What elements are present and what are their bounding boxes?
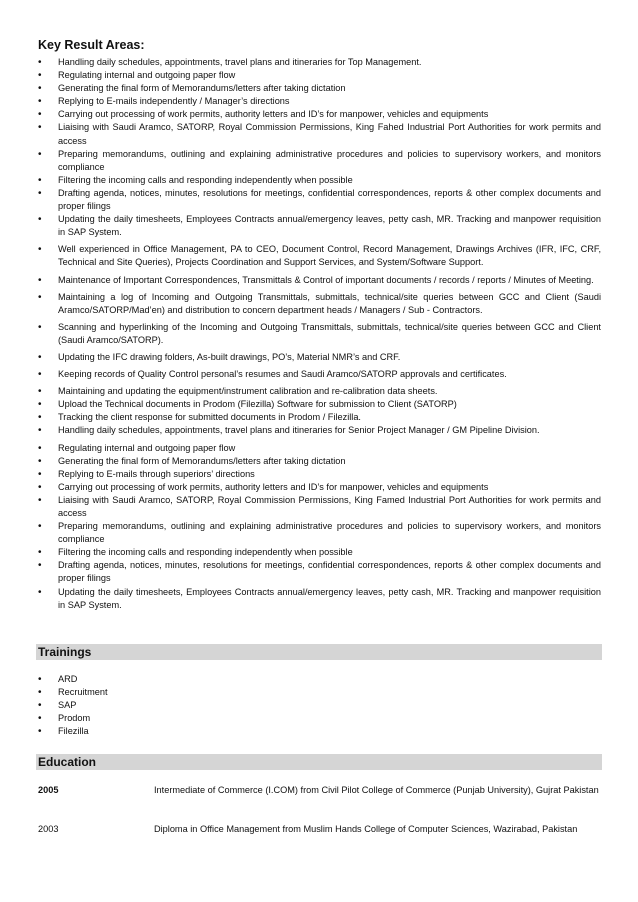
list-item: • Handling daily schedules, appointments, travel plans and itineraries for Senior Project Manager / GM Pipeline Division. — [38, 424, 601, 437]
education-heading: Education — [36, 754, 602, 770]
list-item: • Carrying out processing of work permits, authority letters and ID’s for manpower, vehicles and equipments — [38, 481, 601, 494]
list-item: • Recruitment — [38, 686, 601, 699]
education-year: 2003 — [38, 824, 59, 834]
list-item: • Filtering the incoming calls and responding independently when possible — [38, 546, 601, 559]
list-item: • Filtering the incoming calls and responding independently when possible — [38, 174, 601, 187]
list-item: • Regulating internal and outgoing paper flow — [38, 442, 601, 455]
list-item: • Replying to E-mails through superiors’ directions — [38, 468, 601, 481]
list-item: • Filezilla — [38, 725, 601, 738]
list-item: • Drafting agenda, notices, minutes, resolutions for meetings, confidential correspondences, reports & other complex documents and proper filings — [38, 559, 601, 585]
list-item: • Drafting agenda, notices, minutes, resolutions for meetings, confidential correspondences, reports & other complex documents and proper filings — [38, 187, 601, 213]
key-result-areas-heading: Key Result Areas: — [38, 38, 145, 52]
list-item: • Preparing memorandums, outlining and explaining administrative procedures and policies to supervisory workers, and monitors compliance — [38, 520, 601, 546]
list-item: • Upload the Technical documents in Prodom (Filezilla) Software for submission to Client (SATORP) — [38, 398, 601, 411]
list-item: • Handling daily schedules, appointments, travel plans and itineraries for Top Management. — [38, 56, 601, 69]
list-item: • Prodom — [38, 712, 601, 725]
list-item: • Generating the final form of Memorandums/letters after taking dictation — [38, 82, 601, 95]
list-item: • Carrying out processing of work permits, authority letters and ID’s for manpower, vehicles and equipments — [38, 108, 601, 121]
list-item: • Generating the final form of Memorandums/letters after taking dictation — [38, 455, 601, 468]
list-item: • Updating the daily timesheets, Employees Contracts annual/emergency leaves, petty cash, MR. Tracking and manpower requisition in SAP System. — [38, 213, 601, 239]
key-result-areas-list — [38, 56, 601, 612]
education-description: Intermediate of Commerce (I.COM) from Civil Pilot College of Commerce (Punjab University), Gujrat Pakistan — [154, 785, 599, 795]
list-item: • Keeping records of Quality Control personal’s resumes and Saudi Aramco/SATORP approvals and certificates. — [38, 368, 601, 381]
list-item: • SAP — [38, 699, 601, 712]
list-item: • Liaising with Saudi Aramco, SATORP, Royal Commission Permissions, King Famed Industrial Port Authorities for work permits and access — [38, 494, 601, 520]
list-item: • Liaising with Saudi Aramco, SATORP, Royal Commission Permissions, King Fahed Industrial Port Authorities for work permits and access — [38, 121, 601, 147]
trainings-heading: Trainings — [36, 644, 602, 660]
list-item: • Maintenance of Important Correspondences, Transmittals & Control of important documents / records / reports / Minutes of Meeting. — [38, 274, 601, 287]
list-item: • Well experienced in Office Management, PA to CEO, Document Control, Record Management, Drawings Archives (IFR, IFC, CRF, Technical and Site Queries), Projects Coordination and Support Services, and System/Software Support. — [38, 243, 601, 269]
list-item: • Scanning and hyperlinking of the Incoming and Outgoing Transmittals, submittals, technical/site queries between GCC and Client (Saudi Aramco/SATORP). — [38, 321, 601, 347]
list-item: • Updating the daily timesheets, Employees Contracts annual/emergency leaves, petty cash, MR. Tracking and manpower requisition in SAP System. — [38, 586, 601, 612]
list-item: • Maintaining a log of Incoming and Outgoing Transmittals, submittals, technical/site queries between GCC and Client (Saudi Aramco/SATORP/Mad’en) and distribution to concern department heads / Managers / Sub - Contractors. — [38, 291, 601, 317]
list-item: • ARD — [38, 673, 601, 686]
trainings-list — [38, 673, 601, 738]
education-year: 2005 — [38, 785, 59, 795]
list-item: • Maintaining and updating the equipment/instrument calibration and re-calibration data sheets. — [38, 385, 601, 398]
list-item: • Tracking the client response for submitted documents in Prodom / Filezilla. — [38, 411, 601, 424]
list-item: • Updating the IFC drawing folders, As-built drawings, PO’s, Material NMR’s and CRF. — [38, 351, 601, 364]
list-item: • Replying to E-mails independently / Manager’s directions — [38, 95, 601, 108]
list-item: • Regulating internal and outgoing paper flow — [38, 69, 601, 82]
education-description: Diploma in Office Management from Muslim Hands College of Computer Sciences, Wazirabad, Pakistan — [154, 824, 578, 834]
list-item: • Preparing memorandums, outlining and explaining administrative procedures and policies to supervisory workers, and monitors compliance — [38, 148, 601, 174]
